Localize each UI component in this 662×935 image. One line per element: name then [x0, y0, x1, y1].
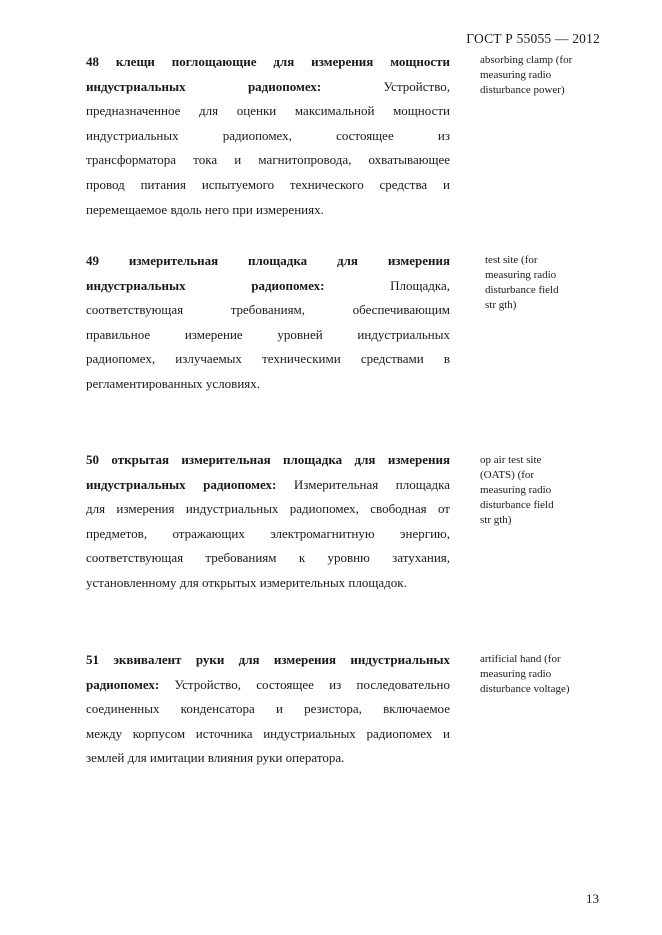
english-equivalent-48: absorbing clamp (for measuring radio disturbance power) [480, 54, 573, 96]
definition-line: землей для имитации влияния руки оператора. [86, 750, 345, 766]
term-line: индустриальных радиопомех: Измерительная площадка [86, 476, 450, 492]
term-line: 50 открытая измерительная площадка для измерения [86, 452, 450, 467]
definition-line: трансформатора тока и магнитопровода, охватывающее [86, 152, 450, 168]
definition-line: для измерения индустриальных радиопомех, свободная от [86, 501, 450, 517]
term-entry-51 [86, 648, 450, 771]
term-line: 51 эквивалент руки для измерения индустриальных [86, 652, 450, 667]
definition-line: регламентированных условиях. [86, 375, 261, 391]
definition-line: соответствующая требованиям к уровню затухания, [86, 550, 450, 566]
definition-line: правильное измерение уровней индустриальных [86, 326, 450, 342]
definition-line: установленному для открытых измерительных площадок. [86, 574, 407, 590]
definition-line: предметов, отражающих электромагнитную энергию, [86, 525, 450, 541]
definition-line: соответствующая требованиям, обеспечивающим [86, 302, 450, 318]
definition-line: предназначенное для оценки максимальной мощности [86, 103, 450, 119]
page-number: 13 [586, 891, 599, 906]
english-equivalent-49: test site (for measuring radio disturbance field str gth) [485, 254, 559, 311]
term-line: радиопомех: Устройство, состоящее из последовательно [86, 676, 451, 692]
term-entry-50 [86, 448, 450, 596]
term-entry-49 [86, 249, 450, 397]
document-header: ГОСТ Р 55055 — 2012 [466, 31, 600, 46]
english-equivalent-50: op air test site (OATS) (for measuring radio disturbance field str gth) [480, 454, 554, 526]
definition-line: радиопомех, излучаемых техническими средствами в [86, 351, 450, 367]
english-equivalent-51: artificial hand (for measuring radio disturbance voltage) [480, 653, 570, 695]
term-entry-48 [86, 50, 450, 222]
definition-line: перемещаемое вдоль него при измерениях. [86, 201, 324, 217]
term-line: 48 клещи поглощающие для измерения мощности [86, 54, 450, 69]
definition-line: соединенных конденсатора и резистора, включаемое [86, 701, 450, 717]
term-line: 49 измерительная площадка для измерения [86, 253, 450, 268]
definition-line: провод питания испытуемого технического средства и [86, 176, 450, 192]
definition-line: индустриальных радиопомех, состоящее из [86, 127, 450, 143]
definition-line: между корпусом источника индустриальных радиопомех и [86, 725, 450, 741]
term-line: индустриальных радиопомех: Устройство, [86, 78, 450, 94]
term-line: индустриальных радиопомех: Площадка, [86, 277, 450, 293]
